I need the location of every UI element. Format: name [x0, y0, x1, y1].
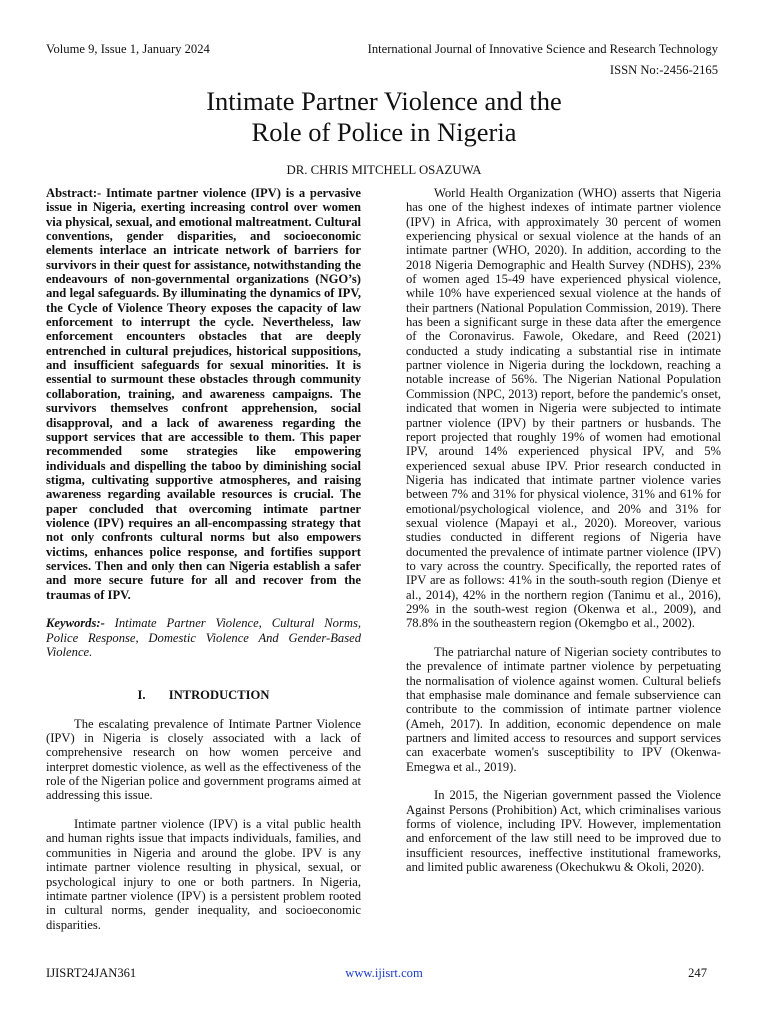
body-paragraph: The patriarchal nature of Nigerian society contributes to the prevalence of intimate partner violence by perpetuating the normalisation of violence against women. Cultural beliefs that emphasise male dominance and female subservience can contribute to the commission of intimate partner violence (Ameh, 2017). In addition, economic dependence on male partners and limited access to resources and support services can exacerbate women's susceptibility to IPV (Okenwa-Emegwa et al., 2019). [406, 645, 721, 774]
running-header-journal: International Journal of Innovative Science and Research Technology [367, 42, 718, 56]
body-paragraph: The escalating prevalence of Intimate Partner Violence (IPV) in Nigeria is closely associated with a lack of comprehensive research on how women perceive and interpret domestic violence, as well as the effectiveness of the role of the Nigerian police and government programs aimed at addressing this issue. [46, 716, 361, 803]
body-paragraph: Intimate partner violence (IPV) is a vital public health and human rights issue that impacts individuals, families, and communities in Nigeria and around the globe. IPV is any intimate partner violence resulting in physical, sexual, or psychological injury to one or both partners. In Nigeria, intimate partner violence (IPV) is a persistent problem rooted in cultural norms, gender inequality, and socioeconomic disparities. [46, 817, 361, 932]
keywords [46, 616, 361, 659]
section-heading [46, 688, 361, 702]
keywords-text: Intimate Partner Violence, Cultural Norms, Police Response, Domestic Violence And Gender-Based Violence. [46, 616, 362, 659]
left-column [46, 186, 361, 932]
footer-website-link[interactable]: www.ijisrt.com [345, 966, 423, 980]
footer-article-id: IJISRT24JAN361 [46, 966, 137, 980]
right-column [406, 186, 721, 875]
keywords-label: Keywords:- [46, 616, 105, 631]
paper-title-line-2: Role of Police in Nigeria [251, 117, 517, 147]
section-number: I. [137, 688, 146, 703]
running-header-volume: Volume 9, Issue 1, January 2024 [46, 42, 210, 56]
section-title: INTRODUCTION [168, 688, 270, 703]
body-paragraph: World Health Organization (WHO) asserts that Nigeria has one of the highest indexes of intimate partner violence (IPV) in Africa, with approximately 30 percent of women experiencing physical or sexual violence at the hands of an intimate partner (WHO, 2020). In addition, according to the 2018 Nigeria Demographic and Health Survey (NDHS), 23% of women aged 15-49 have experienced physical violence, while 10% have experienced sexual violence at the hands of their partners (National Population Commission, 2019). There has been a significant surge in these data after the emergence of the Coronavirus. Fawole, Okedare, and Reed (2021) conducted a study indicating a substantial rise in intimate partner violence in Nigeria during the lockdown, reaching a notable increase of 56%. The Nigerian National Population Commission (NPC, 2013) report, before the pandemic's onset, indicated that women in Nigeria were subjected to intimate partner violence (IPV) by their partners or husbands. The report projected that roughly 19% of women had emotional IPV, around 14% experienced physical IPV, and 5% experienced sexual abuse IPV. Prior research conducted in Nigeria has indicated that intimate partner violence varies between 7% and 31% for physical violence, 31% and 61% for emotional/psychological violence, and 20% and 31% for sexual violence (Mapayi et al., 2020). Moreover, various studies conducted in different regions of Nigeria have documented the prevalence of intimate partner violence (IPV) to vary across the country. Specifically, the reported rates of IPV are as follows: 41% in the south-south region (Dienye et al., 2014), 42% in the northern region (Tanimu et al., 2016), 29% in the south-west region (Okenwa et al., 2009), and 78.8% in the southeastern region (Okemgbo et al., 2002). [406, 186, 721, 631]
paper-title [0, 86, 768, 148]
paper-title-line-1: Intimate Partner Violence and the [206, 86, 562, 116]
page-number: 247 [688, 966, 707, 980]
body-paragraph: In 2015, the Nigerian government passed the Violence Against Persons (Prohibition) Act, which criminalises various forms of violence, including IPV. However, implementation and enforcement of the law still need to be improved due to insufficient resources, ineffective institutional frameworks, and limited public awareness (Okechukwu & Okoli, 2020). [406, 788, 721, 875]
author: DR. CHRIS MITCHELL OSAZUWA [286, 163, 482, 177]
issn: ISSN No:-2456-2165 [609, 63, 718, 77]
abstract: Abstract:- Intimate partner violence (IPV) is a pervasive issue in Nigeria, exerting increasing control over women via physical, sexual, and emotional maltreatment. Cultural conventions, gender disparities, and socioeconomic elements interlace an intricate network of barriers for survivors in their quest for assistance, notwithstanding the endeavours of non-governmental organizations (NGO’s) and legal safeguards. By illuminating the dynamics of IPV, the Cycle of Violence Theory exposes the capacity of law enforcement to interrupt the cycle. Nevertheless, law enforcement encounters obstacles that are deeply entrenched in cultural prejudices, historical suppositions, and insufficient safeguards for sexual minorities. It is essential to surmount these obstacles through community collaboration, training, and awareness campaigns. The survivors themselves confront apprehension, social disapproval, and a lack of awareness regarding the support services that are accessible to them. This paper recommended some strategies like empowering individuals and dispelling the taboo by diminishing social stigma, cultivating supportive atmospheres, and raising awareness regarding available resources is crucial. The paper concluded that overcoming intimate partner violence (IPV) requires an all-encompassing strategy that not only confronts cultural norms but also empowers victims, enhances police response, and fortifies support services. Then and only then can Nigeria establish a safer and more secure future for all and recover from the traumas of IPV. [46, 186, 361, 602]
